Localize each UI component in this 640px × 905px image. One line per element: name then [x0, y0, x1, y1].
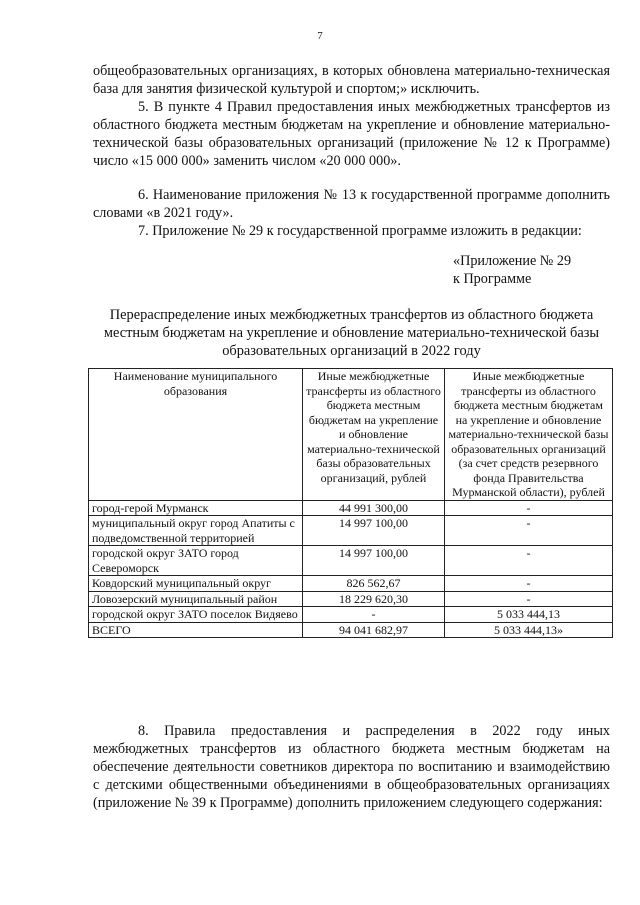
appendix-line-1: «Приложение № 29 — [453, 253, 572, 269]
cell-total-reserve: 5 033 444,13» — [445, 622, 613, 638]
cell-municipality: город-герой Мурманск — [89, 500, 303, 516]
paragraph-item-6: 6. Наименование приложения № 13 к государственной программе дополнить словами «в 2021 году». — [93, 187, 610, 221]
cell-transfers: 826 562,67 — [303, 576, 445, 592]
table-title: Перераспределение иных межбюджетных трансфертов из областного бюджета местным бюджетам на укрепление и обновление материально-технической базы образовательных организаций в 2022 году — [103, 307, 600, 359]
table-row — [89, 516, 613, 546]
table-row — [89, 607, 613, 623]
header-transfers-reserve-fund: Иные межбюджетные трансферты из областного бюджета местным бюджетам на укрепление и обновление материально-технической базы образовательных организаций (за счет средств резервного фонда Правительства Мурманской области), рублей — [445, 369, 613, 501]
allocation-table — [88, 368, 613, 638]
cell-total-transfers: 94 041 682,97 — [303, 622, 445, 638]
cell-total-label: ВСЕГО — [89, 622, 303, 638]
cell-transfers: 14 997 100,00 — [303, 516, 445, 546]
appendix-line-2: к Программе — [453, 271, 532, 287]
cell-municipality: муниципальный округ город Апатиты с подведомственной территорией — [89, 516, 303, 546]
paragraph-item-8: 8. Правила предоставления и распределения в 2022 году иных межбюджетных трансфертов из областного бюджета местным бюджетам на обеспечение деятельности советников директора по воспитанию и взаимодействию с детскими общественными объединениями в общеобразовательных организациях (приложение № 39 к Программе) дополнить приложением следующего содержания: — [93, 723, 610, 811]
cell-municipality: Ковдорский муниципальный округ — [89, 576, 303, 592]
cell-municipality: городской округ ЗАТО поселок Видяево — [89, 607, 303, 623]
paragraph-continuation: общеобразовательных организациях, в которых обновлена материально-техническая база для занятия физической культурой и спортом;» исключить. — [93, 63, 610, 97]
header-municipality: Наименование муниципального образования — [89, 369, 303, 501]
table-header-row — [89, 369, 613, 501]
header-transfers: Иные межбюджетные трансферты из областного бюджета местным бюджетам на укрепление и обновление материально-технической базы образовательных организаций, рублей — [303, 369, 445, 501]
cell-reserve: 5 033 444,13 — [445, 607, 613, 623]
cell-reserve: - — [445, 516, 613, 546]
paragraph-item-7: 7. Приложение № 29 к государственной программе изложить в редакции: — [138, 223, 582, 239]
table-row — [89, 500, 613, 516]
paragraph-item-5: 5. В пункте 4 Правил предоставления иных межбюджетных трансфертов из областного бюджета местным бюджетам на укрепление и обновление материально-технической базы образовательных организаций (приложение № 12 к Программе) число «15 000 000» заменить числом «20 000 000». — [93, 99, 610, 169]
cell-reserve: - — [445, 546, 613, 576]
page-number: 7 — [317, 30, 323, 42]
cell-municipality: Ловозерский муниципальный район — [89, 591, 303, 607]
cell-transfers: 18 229 620,30 — [303, 591, 445, 607]
cell-reserve: - — [445, 576, 613, 592]
cell-transfers: 44 991 300,00 — [303, 500, 445, 516]
cell-transfers: - — [303, 607, 445, 623]
cell-transfers: 14 997 100,00 — [303, 546, 445, 576]
table-row — [89, 546, 613, 576]
cell-reserve: - — [445, 591, 613, 607]
table-row — [89, 591, 613, 607]
cell-municipality: городской округ ЗАТО город Североморск — [89, 546, 303, 576]
appendix-reference — [453, 252, 571, 288]
table-row — [89, 576, 613, 592]
table-total-row — [89, 622, 613, 638]
cell-reserve: - — [445, 500, 613, 516]
